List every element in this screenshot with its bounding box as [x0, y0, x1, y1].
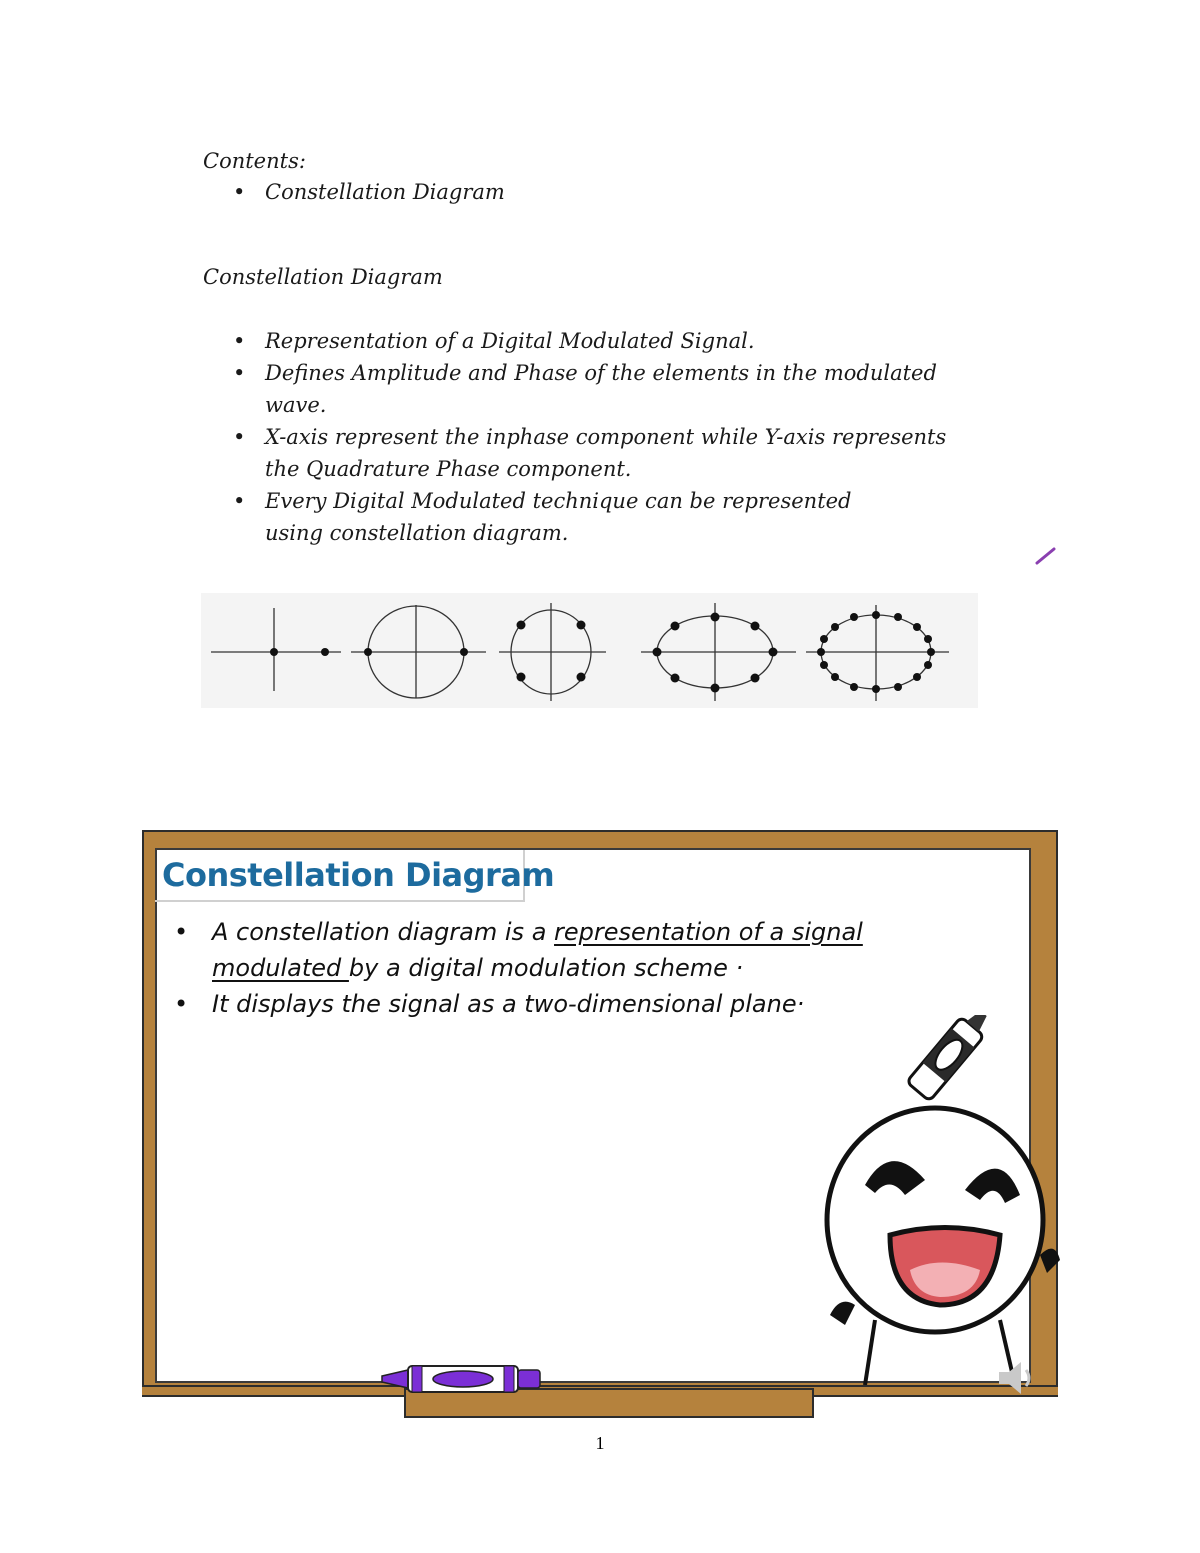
page-number: 1 — [595, 1433, 605, 1453]
slide-bullet-text: A constellation diagram is a — [212, 918, 555, 946]
bullet-item: • Representation of a Digital Modulated Signal. — [265, 325, 1003, 357]
constellation-examples-image — [201, 593, 978, 708]
slide-bullet-underlined: representation of a signal — [554, 918, 863, 946]
purple-marker-icon — [380, 1360, 550, 1396]
bullet-item: • Defines Amplitude and Phase of the elements in the modulated wave. — [265, 357, 985, 421]
slide-bullet-text: by a digital modulation scheme · — [348, 954, 744, 982]
slide-bullet-text: It displays the signal as a two-dimensional plane· — [212, 990, 805, 1018]
slide-bullets — [170, 914, 930, 1022]
slide-title: Constellation Diagram — [162, 856, 555, 894]
contents-block — [203, 146, 1003, 208]
speaker-icon[interactable] — [995, 1358, 1039, 1398]
contents-item: • Constellation Diagram — [265, 176, 1003, 208]
cartoon-character-image — [815, 1015, 1060, 1385]
slide-bullet-underlined: modulated — [212, 954, 349, 982]
bullet-item: • Every Digital Modulated technique can be represented using constellation diagram. — [265, 485, 865, 549]
pen-mark-icon — [1034, 543, 1058, 567]
bullet-item: • X-axis represent the inphase component while Y-axis represents the Quadrature Phase component. — [265, 421, 985, 485]
section-heading: Constellation Diagram — [203, 265, 443, 289]
section-bullets — [203, 325, 1003, 549]
contents-heading: Contents: — [203, 149, 306, 173]
contents-list — [203, 176, 1003, 208]
slide-bullet-1 — [170, 914, 930, 950]
slide-bullet-1-cont — [170, 950, 930, 986]
